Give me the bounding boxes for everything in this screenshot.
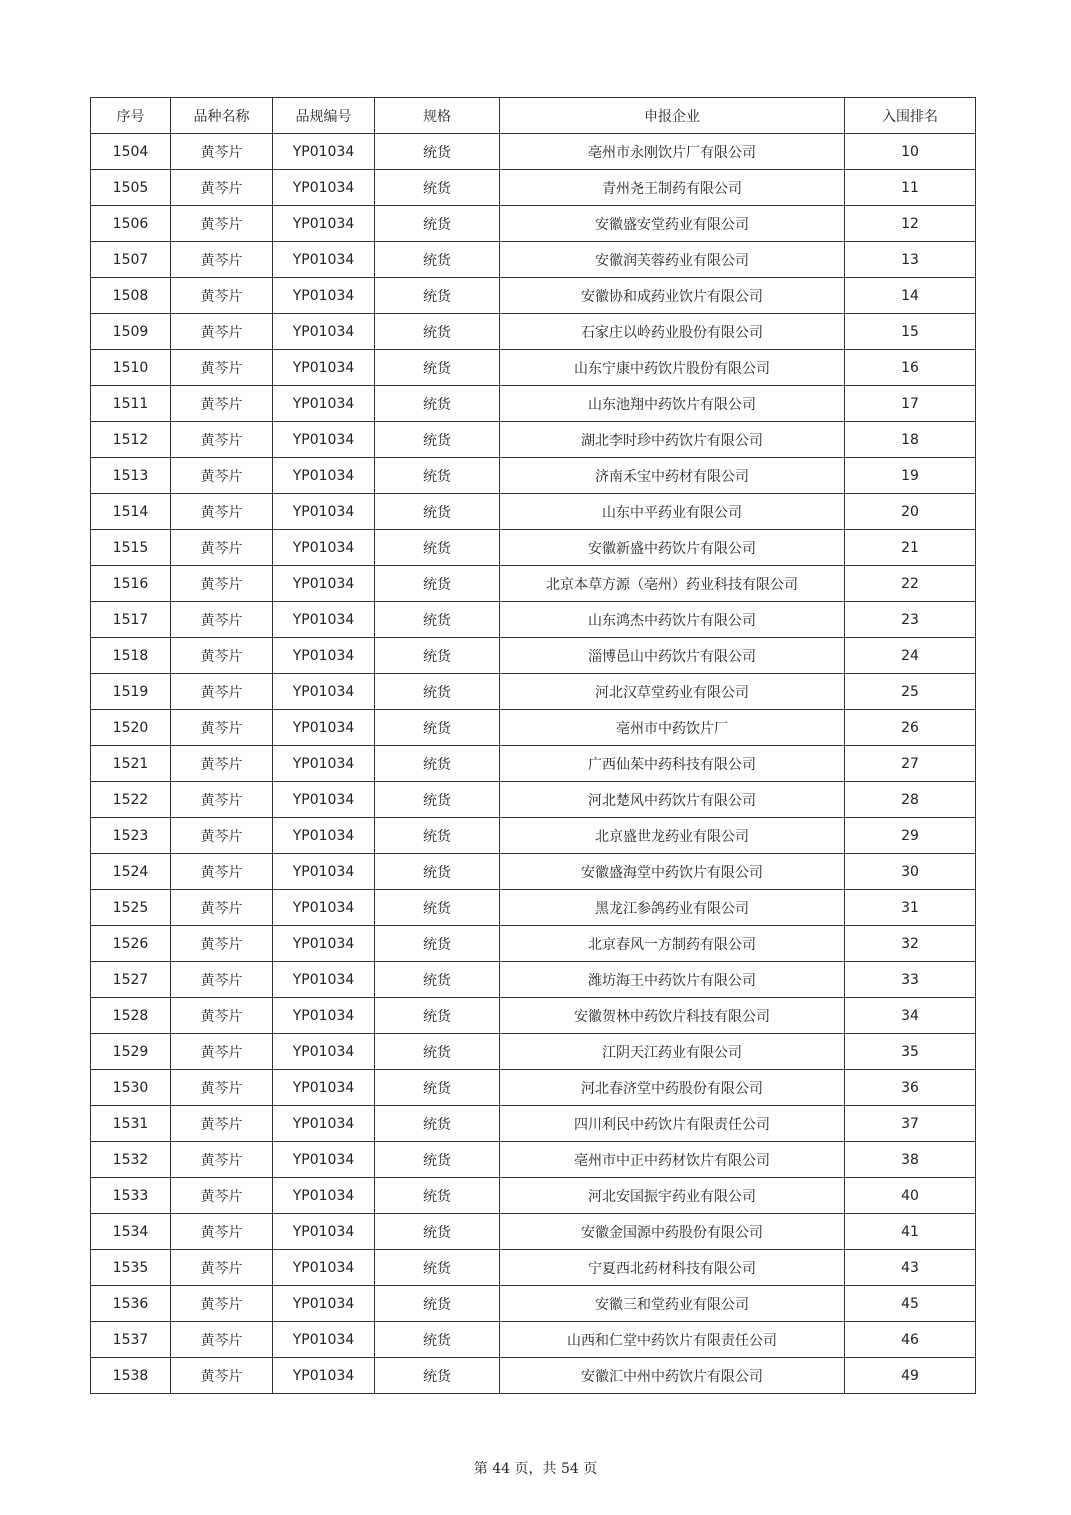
cell-spec: 统货 (375, 134, 500, 170)
cell-variety-name: 黄芩片 (171, 746, 273, 782)
cell-rank: 23 (845, 602, 976, 638)
table-row (91, 1070, 976, 1106)
cell-serial: 1534 (91, 1214, 171, 1250)
cell-spec: 统货 (375, 494, 500, 530)
cell-spec-code: YP01034 (273, 530, 375, 566)
cell-spec: 统货 (375, 1214, 500, 1250)
table-body (91, 134, 976, 1394)
table-row (91, 1106, 976, 1142)
cell-variety-name: 黄芩片 (171, 458, 273, 494)
table-row (91, 710, 976, 746)
cell-variety-name: 黄芩片 (171, 1034, 273, 1070)
cell-rank: 10 (845, 134, 976, 170)
cell-rank: 15 (845, 314, 976, 350)
header-serial: 序号 (91, 98, 171, 134)
cell-spec: 统货 (375, 170, 500, 206)
cell-spec-code: YP01034 (273, 494, 375, 530)
cell-spec-code: YP01034 (273, 890, 375, 926)
cell-enterprise: 山东鸿杰中药饮片有限公司 (500, 602, 845, 638)
cell-enterprise: 亳州市永刚饮片厂有限公司 (500, 134, 845, 170)
cell-rank: 11 (845, 170, 976, 206)
cell-serial: 1516 (91, 566, 171, 602)
table-row (91, 890, 976, 926)
cell-variety-name: 黄芩片 (171, 494, 273, 530)
cell-enterprise: 河北安国振宇药业有限公司 (500, 1178, 845, 1214)
cell-serial: 1505 (91, 170, 171, 206)
cell-enterprise: 亳州市中药饮片厂 (500, 710, 845, 746)
cell-spec-code: YP01034 (273, 278, 375, 314)
table-row (91, 998, 976, 1034)
cell-spec: 统货 (375, 674, 500, 710)
cell-spec: 统货 (375, 458, 500, 494)
cell-enterprise: 河北楚风中药饮片有限公司 (500, 782, 845, 818)
cell-spec-code: YP01034 (273, 1070, 375, 1106)
cell-variety-name: 黄芩片 (171, 1214, 273, 1250)
cell-serial: 1522 (91, 782, 171, 818)
cell-spec-code: YP01034 (273, 998, 375, 1034)
cell-rank: 26 (845, 710, 976, 746)
cell-serial: 1531 (91, 1106, 171, 1142)
cell-rank: 14 (845, 278, 976, 314)
cell-serial: 1530 (91, 1070, 171, 1106)
table-row (91, 1358, 976, 1394)
cell-enterprise: 济南禾宝中药材有限公司 (500, 458, 845, 494)
table-row (91, 134, 976, 170)
cell-enterprise: 河北汉草堂药业有限公司 (500, 674, 845, 710)
cell-enterprise: 青州尧王制药有限公司 (500, 170, 845, 206)
cell-variety-name: 黄芩片 (171, 782, 273, 818)
cell-spec: 统货 (375, 1358, 500, 1394)
cell-spec: 统货 (375, 710, 500, 746)
cell-spec: 统货 (375, 314, 500, 350)
cell-enterprise: 安徽三和堂药业有限公司 (500, 1286, 845, 1322)
cell-serial: 1508 (91, 278, 171, 314)
table-row (91, 566, 976, 602)
cell-variety-name: 黄芩片 (171, 1106, 273, 1142)
cell-spec: 统货 (375, 1322, 500, 1358)
cell-variety-name: 黄芩片 (171, 422, 273, 458)
cell-spec-code: YP01034 (273, 782, 375, 818)
cell-enterprise: 山东池翔中药饮片有限公司 (500, 386, 845, 422)
cell-serial: 1536 (91, 1286, 171, 1322)
cell-spec-code: YP01034 (273, 134, 375, 170)
table-row (91, 1178, 976, 1214)
cell-variety-name: 黄芩片 (171, 1250, 273, 1286)
cell-variety-name: 黄芩片 (171, 926, 273, 962)
cell-serial: 1527 (91, 962, 171, 998)
cell-rank: 43 (845, 1250, 976, 1286)
cell-rank: 33 (845, 962, 976, 998)
cell-spec-code: YP01034 (273, 1142, 375, 1178)
cell-variety-name: 黄芩片 (171, 1358, 273, 1394)
cell-variety-name: 黄芩片 (171, 206, 273, 242)
cell-enterprise: 淄博邑山中药饮片有限公司 (500, 638, 845, 674)
cell-variety-name: 黄芩片 (171, 1322, 273, 1358)
cell-serial: 1513 (91, 458, 171, 494)
cell-variety-name: 黄芩片 (171, 602, 273, 638)
cell-rank: 27 (845, 746, 976, 782)
cell-serial: 1526 (91, 926, 171, 962)
table-row (91, 962, 976, 998)
cell-enterprise: 河北春济堂中药股份有限公司 (500, 1070, 845, 1106)
table-row (91, 1322, 976, 1358)
cell-spec-code: YP01034 (273, 422, 375, 458)
cell-rank: 32 (845, 926, 976, 962)
table-row (91, 1034, 976, 1070)
cell-variety-name: 黄芩片 (171, 170, 273, 206)
cell-spec: 统货 (375, 854, 500, 890)
cell-spec-code: YP01034 (273, 314, 375, 350)
cell-variety-name: 黄芩片 (171, 1142, 273, 1178)
cell-spec: 统货 (375, 278, 500, 314)
cell-rank: 28 (845, 782, 976, 818)
cell-rank: 24 (845, 638, 976, 674)
cell-spec-code: YP01034 (273, 638, 375, 674)
cell-enterprise: 安徽协和成药业饮片有限公司 (500, 278, 845, 314)
header-spec-code: 品规编号 (273, 98, 375, 134)
table-row (91, 638, 976, 674)
cell-spec: 统货 (375, 530, 500, 566)
cell-serial: 1518 (91, 638, 171, 674)
table-row (91, 494, 976, 530)
cell-rank: 34 (845, 998, 976, 1034)
cell-spec: 统货 (375, 926, 500, 962)
table-row (91, 782, 976, 818)
cell-rank: 12 (845, 206, 976, 242)
cell-spec-code: YP01034 (273, 674, 375, 710)
cell-spec: 统货 (375, 1250, 500, 1286)
cell-rank: 45 (845, 1286, 976, 1322)
cell-spec-code: YP01034 (273, 1286, 375, 1322)
cell-spec: 统货 (375, 602, 500, 638)
cell-spec: 统货 (375, 818, 500, 854)
cell-variety-name: 黄芩片 (171, 710, 273, 746)
table-row (91, 926, 976, 962)
cell-enterprise: 宁夏西北药材科技有限公司 (500, 1250, 845, 1286)
cell-serial: 1529 (91, 1034, 171, 1070)
cell-serial: 1504 (91, 134, 171, 170)
table-row (91, 242, 976, 278)
cell-serial: 1537 (91, 1322, 171, 1358)
cell-rank: 20 (845, 494, 976, 530)
cell-serial: 1528 (91, 998, 171, 1034)
cell-spec: 统货 (375, 386, 500, 422)
cell-serial: 1515 (91, 530, 171, 566)
table-row (91, 1286, 976, 1322)
header-rank: 入围排名 (845, 98, 976, 134)
cell-rank: 38 (845, 1142, 976, 1178)
cell-spec: 统货 (375, 566, 500, 602)
cell-enterprise: 北京春风一方制药有限公司 (500, 926, 845, 962)
cell-variety-name: 黄芩片 (171, 566, 273, 602)
cell-serial: 1521 (91, 746, 171, 782)
cell-spec-code: YP01034 (273, 1106, 375, 1142)
table-row (91, 314, 976, 350)
cell-rank: 16 (845, 350, 976, 386)
cell-rank: 49 (845, 1358, 976, 1394)
cell-spec-code: YP01034 (273, 386, 375, 422)
cell-spec-code: YP01034 (273, 170, 375, 206)
cell-rank: 40 (845, 1178, 976, 1214)
ranking-table (90, 97, 976, 1394)
cell-serial: 1533 (91, 1178, 171, 1214)
cell-variety-name: 黄芩片 (171, 890, 273, 926)
cell-serial: 1506 (91, 206, 171, 242)
table-row (91, 818, 976, 854)
cell-enterprise: 安徽贺林中药饮片科技有限公司 (500, 998, 845, 1034)
cell-spec: 统货 (375, 638, 500, 674)
cell-serial: 1509 (91, 314, 171, 350)
cell-spec-code: YP01034 (273, 818, 375, 854)
cell-serial: 1517 (91, 602, 171, 638)
cell-spec-code: YP01034 (273, 710, 375, 746)
cell-variety-name: 黄芩片 (171, 386, 273, 422)
cell-spec: 统货 (375, 1070, 500, 1106)
cell-variety-name: 黄芩片 (171, 998, 273, 1034)
cell-spec-code: YP01034 (273, 746, 375, 782)
cell-rank: 35 (845, 1034, 976, 1070)
cell-serial: 1512 (91, 422, 171, 458)
cell-spec: 统货 (375, 1142, 500, 1178)
cell-spec: 统货 (375, 1286, 500, 1322)
cell-enterprise: 潍坊海王中药饮片有限公司 (500, 962, 845, 998)
table-row (91, 422, 976, 458)
cell-serial: 1511 (91, 386, 171, 422)
cell-enterprise: 安徽汇中州中药饮片有限公司 (500, 1358, 845, 1394)
cell-spec-code: YP01034 (273, 962, 375, 998)
cell-spec-code: YP01034 (273, 854, 375, 890)
cell-spec: 统货 (375, 242, 500, 278)
cell-variety-name: 黄芩片 (171, 530, 273, 566)
header-variety-name: 品种名称 (171, 98, 273, 134)
cell-serial: 1523 (91, 818, 171, 854)
cell-rank: 22 (845, 566, 976, 602)
cell-variety-name: 黄芩片 (171, 854, 273, 890)
cell-enterprise: 山东中平药业有限公司 (500, 494, 845, 530)
table-row (91, 386, 976, 422)
table-row (91, 854, 976, 890)
cell-spec-code: YP01034 (273, 350, 375, 386)
table-row (91, 602, 976, 638)
cell-spec-code: YP01034 (273, 242, 375, 278)
cell-spec-code: YP01034 (273, 1214, 375, 1250)
cell-enterprise: 湖北李时珍中药饮片有限公司 (500, 422, 845, 458)
cell-spec: 统货 (375, 1178, 500, 1214)
cell-variety-name: 黄芩片 (171, 134, 273, 170)
cell-spec-code: YP01034 (273, 1034, 375, 1070)
cell-spec-code: YP01034 (273, 602, 375, 638)
table-row (91, 1214, 976, 1250)
cell-spec: 统货 (375, 1034, 500, 1070)
cell-variety-name: 黄芩片 (171, 1070, 273, 1106)
cell-variety-name: 黄芩片 (171, 350, 273, 386)
cell-rank: 29 (845, 818, 976, 854)
cell-spec: 统货 (375, 962, 500, 998)
cell-enterprise: 石家庄以岭药业股份有限公司 (500, 314, 845, 350)
cell-rank: 17 (845, 386, 976, 422)
cell-spec-code: YP01034 (273, 1358, 375, 1394)
header-spec: 规格 (375, 98, 500, 134)
cell-variety-name: 黄芩片 (171, 638, 273, 674)
cell-spec: 统货 (375, 998, 500, 1034)
cell-variety-name: 黄芩片 (171, 1178, 273, 1214)
cell-rank: 19 (845, 458, 976, 494)
cell-enterprise: 山东宁康中药饮片股份有限公司 (500, 350, 845, 386)
table-header-row (91, 98, 976, 134)
cell-rank: 36 (845, 1070, 976, 1106)
cell-spec: 统货 (375, 350, 500, 386)
cell-rank: 30 (845, 854, 976, 890)
cell-spec-code: YP01034 (273, 1250, 375, 1286)
cell-rank: 37 (845, 1106, 976, 1142)
cell-spec-code: YP01034 (273, 1178, 375, 1214)
cell-variety-name: 黄芩片 (171, 314, 273, 350)
cell-variety-name: 黄芩片 (171, 818, 273, 854)
cell-variety-name: 黄芩片 (171, 962, 273, 998)
cell-rank: 25 (845, 674, 976, 710)
cell-enterprise: 江阴天江药业有限公司 (500, 1034, 845, 1070)
cell-spec-code: YP01034 (273, 1322, 375, 1358)
cell-rank: 21 (845, 530, 976, 566)
table-row (91, 746, 976, 782)
cell-enterprise: 四川利民中药饮片有限责任公司 (500, 1106, 845, 1142)
cell-rank: 46 (845, 1322, 976, 1358)
table-row (91, 458, 976, 494)
table-row (91, 206, 976, 242)
cell-spec: 统货 (375, 746, 500, 782)
cell-variety-name: 黄芩片 (171, 278, 273, 314)
cell-serial: 1519 (91, 674, 171, 710)
table-row (91, 674, 976, 710)
cell-enterprise: 安徽新盛中药饮片有限公司 (500, 530, 845, 566)
cell-variety-name: 黄芩片 (171, 1286, 273, 1322)
cell-spec: 统货 (375, 206, 500, 242)
cell-serial: 1510 (91, 350, 171, 386)
table-row (91, 278, 976, 314)
cell-spec: 统货 (375, 422, 500, 458)
cell-spec: 统货 (375, 890, 500, 926)
table-row (91, 1250, 976, 1286)
table-row (91, 170, 976, 206)
cell-enterprise: 黑龙江参鸽药业有限公司 (500, 890, 845, 926)
cell-spec: 统货 (375, 1106, 500, 1142)
cell-serial: 1538 (91, 1358, 171, 1394)
cell-variety-name: 黄芩片 (171, 674, 273, 710)
cell-enterprise: 安徽盛安堂药业有限公司 (500, 206, 845, 242)
cell-spec-code: YP01034 (273, 206, 375, 242)
cell-serial: 1532 (91, 1142, 171, 1178)
cell-rank: 18 (845, 422, 976, 458)
cell-serial: 1525 (91, 890, 171, 926)
table-row (91, 350, 976, 386)
cell-serial: 1535 (91, 1250, 171, 1286)
cell-enterprise: 山西和仁堂中药饮片有限责任公司 (500, 1322, 845, 1358)
page-footer: 第 44 页，共 54 页 (473, 1461, 598, 1477)
table-row (91, 530, 976, 566)
cell-enterprise: 安徽金国源中药股份有限公司 (500, 1214, 845, 1250)
cell-serial: 1524 (91, 854, 171, 890)
cell-serial: 1507 (91, 242, 171, 278)
header-enterprise: 申报企业 (500, 98, 845, 134)
cell-spec-code: YP01034 (273, 566, 375, 602)
cell-enterprise: 亳州市中正中药材饮片有限公司 (500, 1142, 845, 1178)
cell-variety-name: 黄芩片 (171, 242, 273, 278)
cell-rank: 41 (845, 1214, 976, 1250)
cell-enterprise: 北京盛世龙药业有限公司 (500, 818, 845, 854)
cell-spec-code: YP01034 (273, 926, 375, 962)
cell-spec-code: YP01034 (273, 458, 375, 494)
cell-spec: 统货 (375, 782, 500, 818)
cell-serial: 1520 (91, 710, 171, 746)
cell-enterprise: 广西仙茱中药科技有限公司 (500, 746, 845, 782)
cell-enterprise: 安徽盛海堂中药饮片有限公司 (500, 854, 845, 890)
cell-enterprise: 安徽润芙蓉药业有限公司 (500, 242, 845, 278)
cell-rank: 31 (845, 890, 976, 926)
cell-rank: 13 (845, 242, 976, 278)
cell-serial: 1514 (91, 494, 171, 530)
cell-enterprise: 北京本草方源（亳州）药业科技有限公司 (500, 566, 845, 602)
table-row (91, 1142, 976, 1178)
